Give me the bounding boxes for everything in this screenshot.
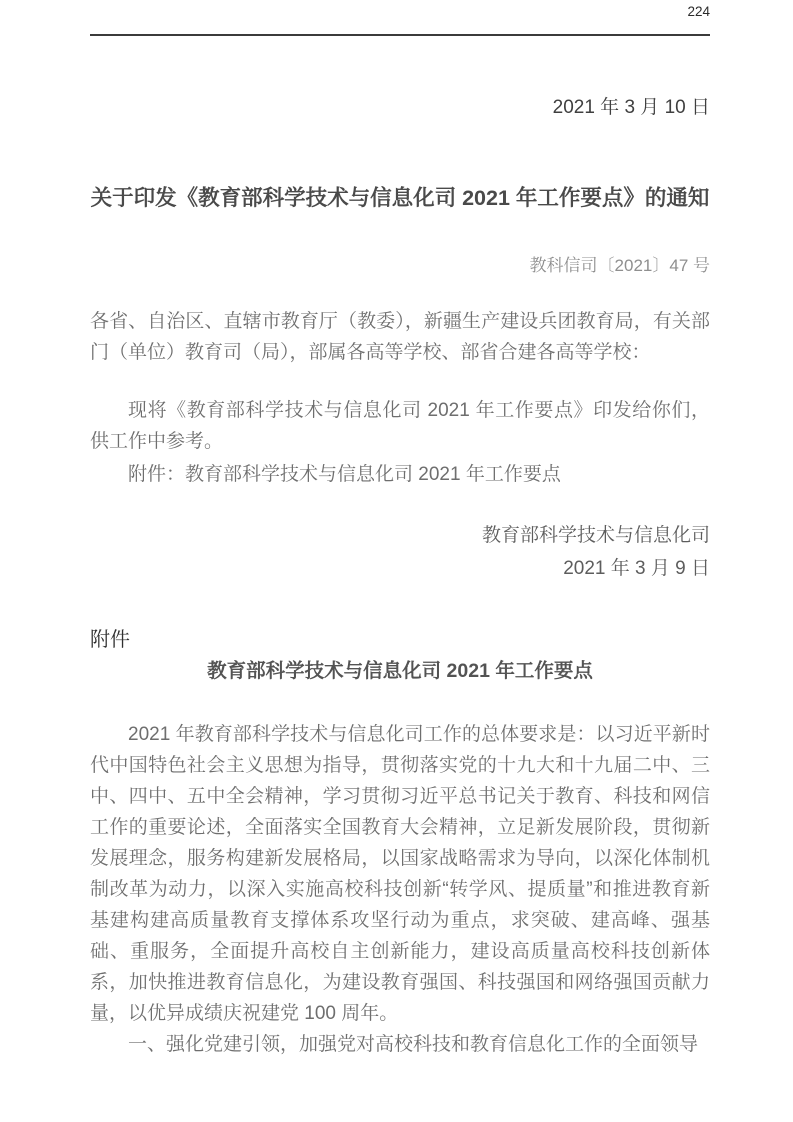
signature-org: 教育部科学技术与信息化司 (481, 525, 710, 546)
notice-issue-date: 2021 年 3 月 10 日 (552, 97, 710, 118)
attachment-section-heading: 一、强化党建引领，加强党对高校科技和教育信息化工作的全面领导 (128, 1034, 699, 1055)
page-number: 224 (687, 4, 710, 19)
attachment-label: 附件 (90, 629, 130, 651)
signature-date: 2021 年 3 月 9 日 (563, 558, 710, 579)
signature-block (90, 519, 710, 585)
notice-main-paragraph: 现将《教育部科学技术与信息化司 2021 年工作要点》印发给你们，供工作中参考。 (90, 400, 710, 452)
attachment-title: 教育部科学技术与信息化司 2021 年工作要点 (207, 660, 593, 682)
header-rule (90, 34, 710, 36)
notice-addressee: 各省、自治区、直辖市教育厅（教委），新疆生产建设兵团教育局，有关部门（单位）教育司（局），部属各高等学校、部省合建各高等学校： (90, 311, 710, 363)
notice-title: 关于印发《教育部科学技术与信息化司 2021 年工作要点》的通知 (90, 186, 710, 210)
notice-attachment-ref: 附件：教育部科学技术与信息化司 2021 年工作要点 (128, 464, 561, 485)
notice-doc-number: 教科信司〔2021〕47 号 (529, 256, 710, 275)
attachment-overview-paragraph: 2021 年教育部科学技术与信息化司工作的总体要求是：以习近平新时代中国特色社会主义思想为指导，贯彻落实党的十九大和十九届二中、三中、四中、五中全会精神，学习贯彻习近平总书记关于教育、科技和网信工作的重要论述，全面落实全国教育大会精神，立足新发展阶段，贯彻新发展理念，服务构建新发展格局，以国家战略需求为导向，以深化体制机制改革为动力，以深入实施高校科技创新“转学风、提质量”和推进教育新基建构建高质量教育支撑体系攻坚行动为重点，求突破、建高峰、强基础、重服务，全面提升高校自主创新能力，建设高质量高校科技创新体系，加快推进教育信息化，为建设教育强国、科技强国和网络强国贡献力量，以优异成绩庆祝建党 100 周年。 (90, 724, 710, 1024)
